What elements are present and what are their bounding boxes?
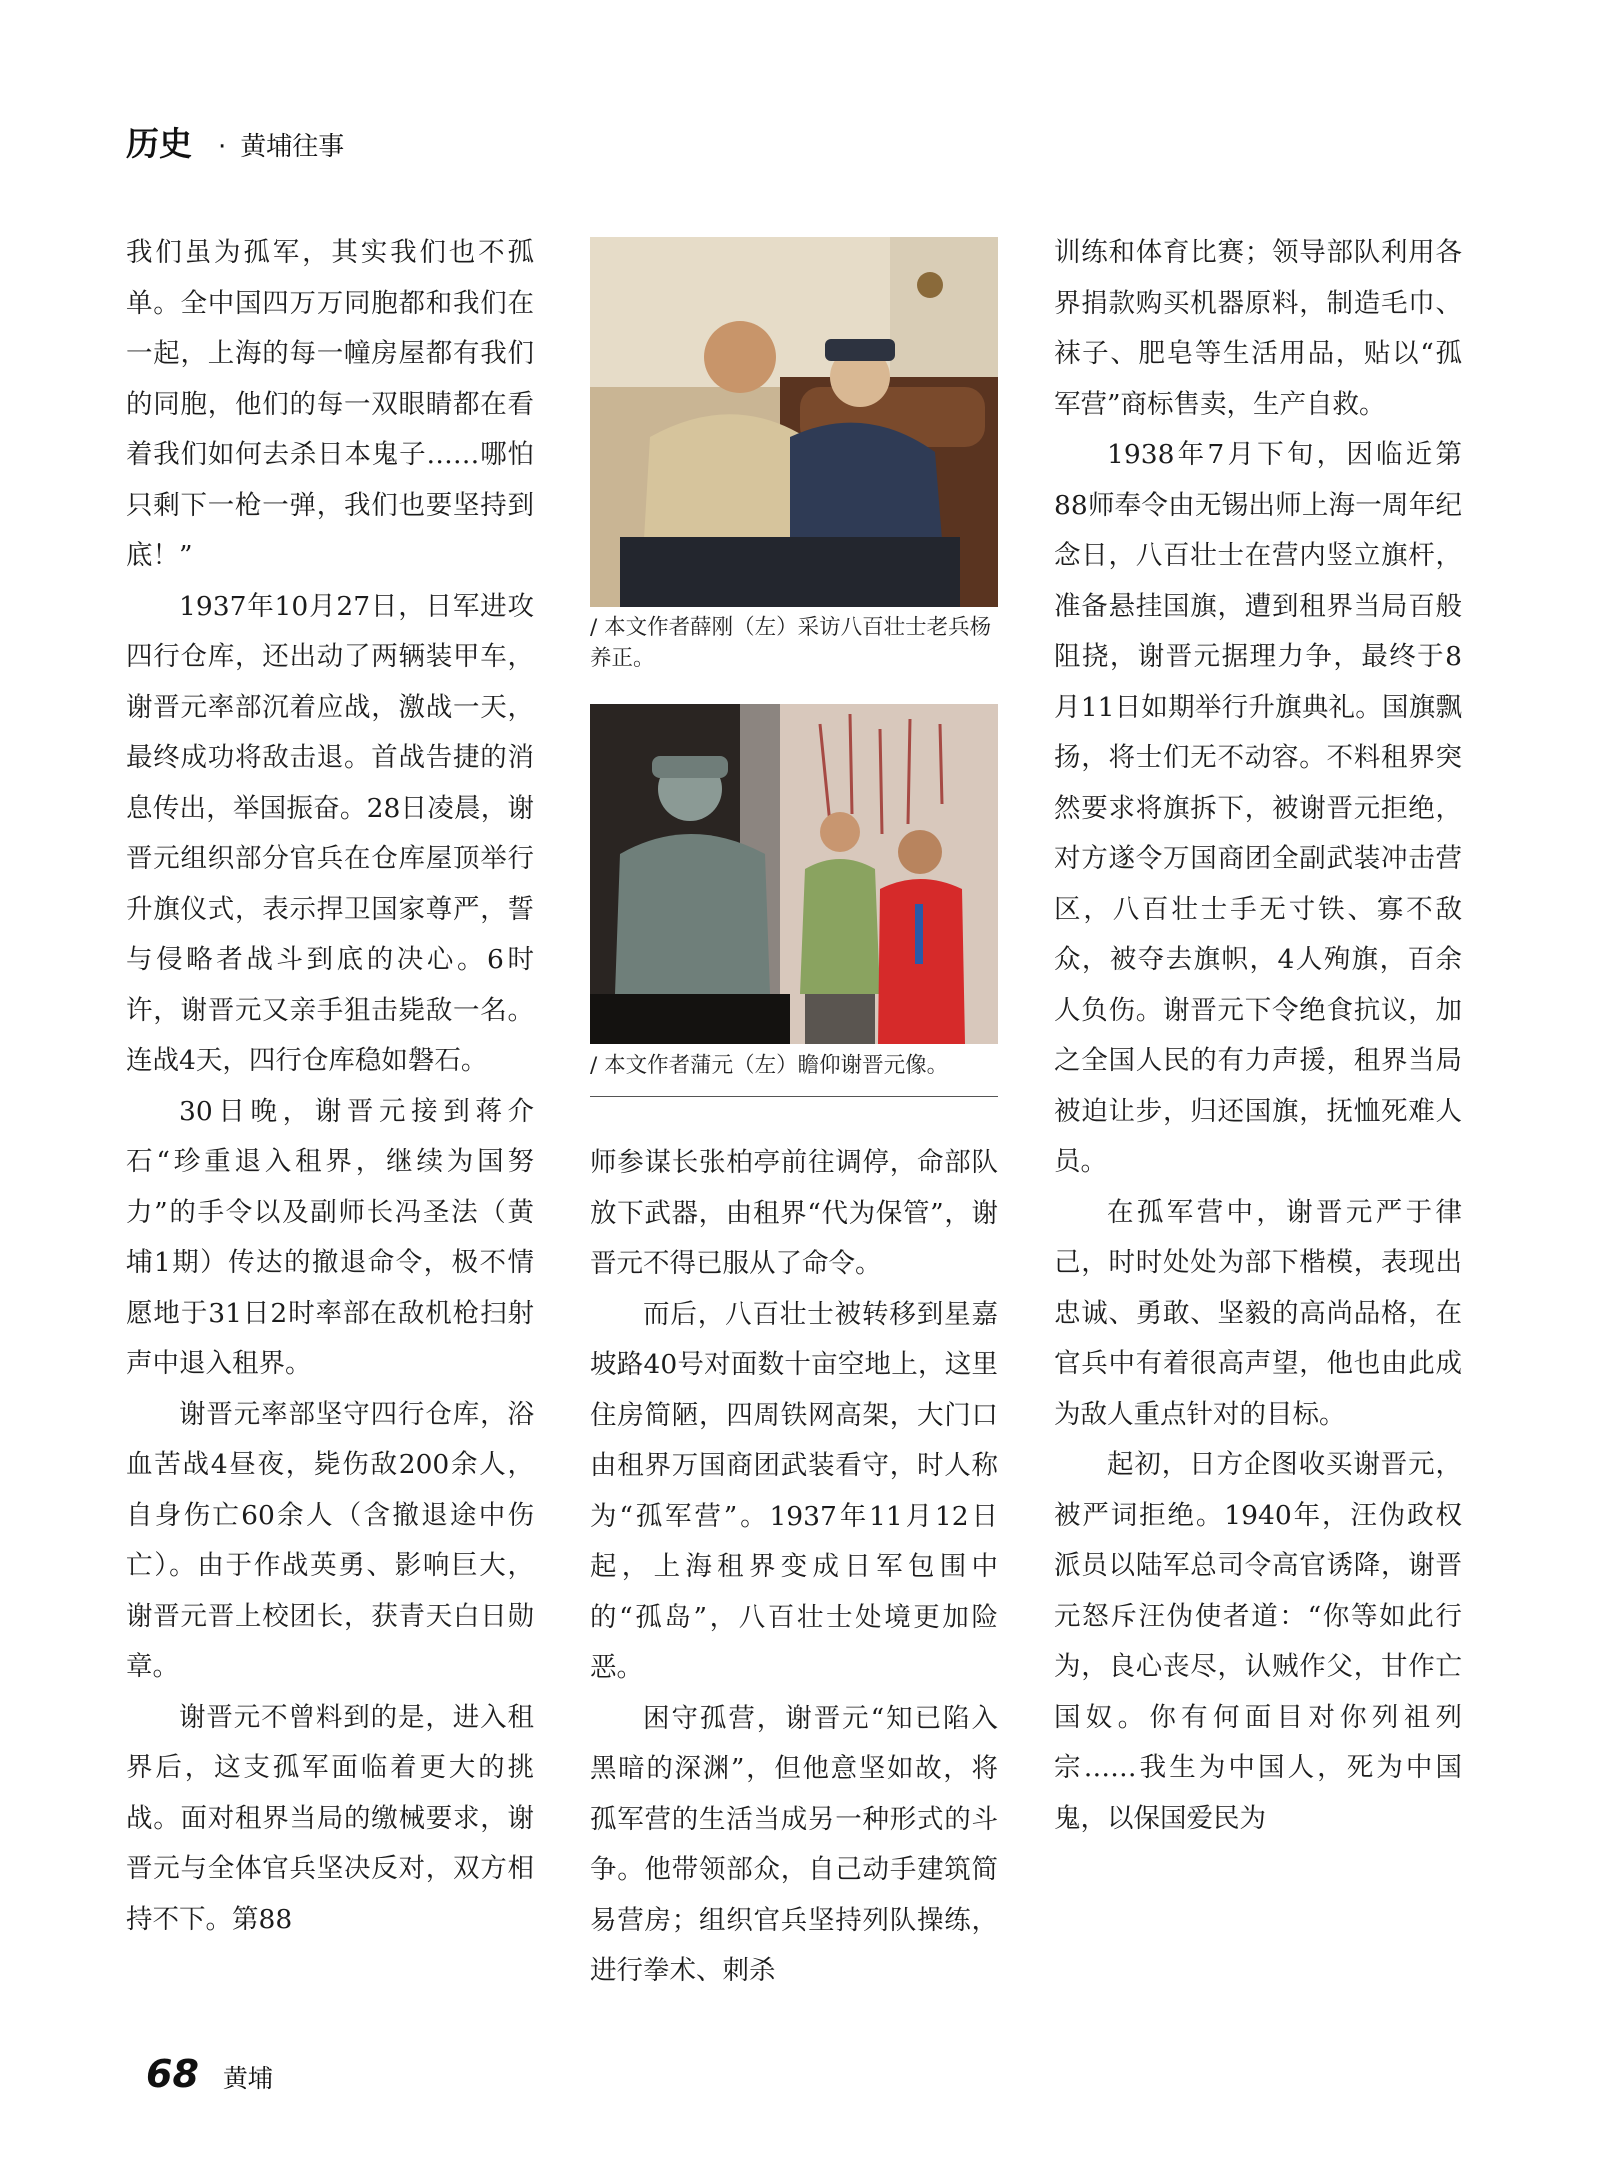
photo-interview — [590, 237, 998, 607]
page-header — [126, 118, 344, 165]
photo-caption-1: / 本文作者薛刚（左）采访八百壮士老兵杨养正。 — [590, 615, 992, 671]
paragraph: 训练和体育比赛；领导部队利用各界捐款购买机器原料，制造毛巾、袜子、肥皂等生活用品，贴以“孤军营”商标售卖，生产自救。 — [1054, 237, 1462, 420]
paragraph: 1938年7月下旬，因临近第88师奉令由无锡出师上海一周年纪念日，八百壮士在营内竖立旗杆，准备悬挂国旗，遭到租界当局百般阻挠，谢晋元据理力争，最终于8月11日如期举行升旗典礼。国旗飘扬，将士们无不动容。不料租界突然要求将旗拆下，被谢晋元拒绝，对方遂令万国商团全副武装冲击营区，八百壮士手无寸铁、寡不敌众，被夺去旗帜，4人殉旗，百余人负伤。谢晋元下令绝食抗议，加之全国人民的有力声援，租界当局被迫让步，归还国旗，抚恤死难人员。 — [1054, 439, 1462, 1177]
photo-statue — [590, 704, 998, 1044]
subsection-title: 黄埔往事 — [240, 132, 345, 162]
caption-divider — [590, 1096, 998, 1097]
paragraph: 在孤军营中，谢晋元严于律己，时时处处为部下楷模，表现出忠诚、勇敢、坚毅的高尚品格，在官兵中有着很高声望，他也由此成为敌人重点针对的目标。 — [1054, 1196, 1462, 1430]
paragraph: 谢晋元率部坚守四行仓库，浴血苦战4昼夜，毙伤敌200余人，自身伤亡60余人（含撤退途中伤亡）。由于作战英勇、影响巨大，谢晋元晋上校团长，获青天白日勋章。 — [126, 1398, 534, 1682]
paragraph: 我们虽为孤军，其实我们也不孤单。全中国四万万同胞都和我们在一起，上海的每一幢房屋都有我们的同胞，他们的每一双眼睛都在看着我们如何去杀日本鬼子……哪怕只剩下一枪一弹，我们也要坚持到底！” — [126, 237, 534, 571]
article-column-2 — [590, 1138, 998, 1997]
paragraph: 30日晚，谢晋元接到蒋介石“珍重退入租界，继续为国努力”的手令以及副师长冯圣法（黄埔1期）传达的撤退命令，极不情愿地于31日2时率部在敌机枪扫射声中退入租界。 — [126, 1095, 534, 1379]
paragraph: 师参谋长张柏亭前往调停，命部队放下武器，由租界“代为保管”，谢晋元不得已服从了命令。 — [590, 1147, 998, 1279]
photo-caption-2: / 本文作者蒲元（左）瞻仰谢晋元像。 — [590, 1053, 949, 1078]
paragraph: 谢晋元不曾料到的是，进入租界后，这支孤军面临着更大的挑战。面对租界当局的缴械要求，谢晋元与全体官兵坚决反对，双方相持不下。第88 — [126, 1701, 534, 1935]
paragraph: 而后，八百壮士被转移到星嘉坡路40号对面数十亩空地上，这里住房简陋，四周铁网高架，大门口由租界万国商团武装看守，时人称为“孤军营”。1937年11月12日起，上海租界变成日军包围中的“孤岛”，八百壮士处境更加险恶。 — [590, 1298, 998, 1683]
paragraph: 起初，日方企图收买谢晋元，被严词拒绝。1940年，汪伪政权派员以陆军总司令高官诱降，谢晋元怒斥汪伪使者道：“你等如此行为，良心丧尽，认贼作父，甘作亡国奴。你有何面目对你列祖列宗……我生为中国人，死为中国鬼，以保国爱民为 — [1054, 1449, 1462, 1834]
article-column-1 — [126, 228, 534, 1945]
paragraph: 1937年10月27日，日军进攻四行仓库，还出动了两辆装甲车，谢晋元率部沉着应战，激战一天，最终成功将敌击退。首战告捷的消息传出，举国振奋。28日凌晨，谢晋元组织部分官兵在仓库屋顶举行升旗仪式，表示捍卫国家尊严，誓与侵略者战斗到底的决心。6时许，谢晋元又亲手狙击毙敌一名。连战4天，四行仓库稳如磐石。 — [126, 590, 534, 1076]
paragraph: 困守孤营，谢晋元“知已陷入黑暗的深渊”，但他意坚如故，将孤军营的生活当成另一种形式的斗争。他带领部众，自己动手建筑简易营房；组织官兵坚持列队操练，进行拳术、刺杀 — [590, 1702, 998, 1986]
magazine-name: 黄埔 — [222, 2064, 273, 2093]
header-separator: · — [218, 132, 227, 162]
page-number: 68 — [146, 2052, 199, 2096]
article-column-3 — [1054, 228, 1462, 1844]
section-title: 历史 — [126, 124, 192, 163]
page-footer — [146, 2052, 273, 2096]
